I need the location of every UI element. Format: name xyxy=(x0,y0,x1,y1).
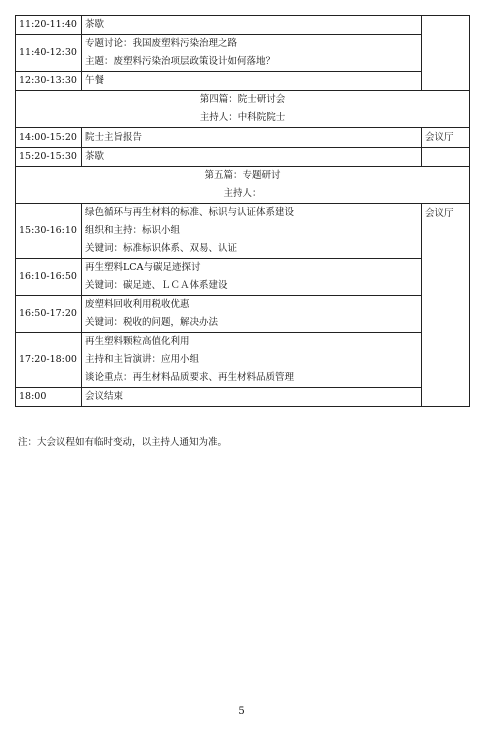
content-line: 再生塑料颗粒高值化利用 xyxy=(85,336,190,347)
table-row xyxy=(16,148,470,167)
content-line: 再生塑料LCA与碳足迹探讨 xyxy=(85,262,201,273)
venue-cell: 会议厅 xyxy=(422,204,470,407)
time-cell: 17:20-18:00 xyxy=(16,333,82,388)
content-line: 废塑料回收利用税收优惠 xyxy=(85,299,190,310)
content-cell xyxy=(82,16,422,35)
content-line: 院士主旨报告 xyxy=(85,131,143,143)
content-cell xyxy=(82,388,422,407)
venue-cell: 会议厅 xyxy=(422,128,470,148)
section-host: 主持人： xyxy=(223,188,262,199)
table-row xyxy=(16,204,470,259)
content-cell xyxy=(82,204,422,259)
content-cell xyxy=(82,259,422,296)
section-title: 第四篇：院士研讨会 xyxy=(199,94,286,105)
footnote: 注：大会议程如有临时变动，以主持人通知为准。 xyxy=(18,437,228,448)
content-line: 谈论重点：再生材料品质要求、再生材料品质管理 xyxy=(85,372,295,383)
agenda-table xyxy=(15,15,470,407)
content-line: 茶歇 xyxy=(85,19,105,30)
section-host: 主持人：中科院院士 xyxy=(199,112,286,123)
table-row xyxy=(16,259,470,296)
table-row xyxy=(16,333,470,388)
content-line: 午餐 xyxy=(85,75,105,86)
section-title: 第五篇：专题研讨 xyxy=(204,170,281,181)
content-line: 主题：废塑料污染治项层政策设计如何落地？ xyxy=(85,56,276,67)
section-header-row xyxy=(16,167,470,204)
time-cell: 15:30-16:10 xyxy=(16,204,82,259)
time-cell: 11:20-11:40 xyxy=(16,16,82,35)
table-row xyxy=(16,296,470,333)
venue-cell xyxy=(422,16,470,91)
table-row xyxy=(16,72,470,91)
content-line: 关键词：税收的问题，解决办法 xyxy=(85,317,219,328)
section-header-row xyxy=(16,91,470,128)
content-line: 茶歇 xyxy=(85,151,105,162)
content-line: 组织和主持：标识小组 xyxy=(85,225,181,236)
table-row xyxy=(16,128,470,148)
section-header-cell xyxy=(16,91,470,128)
time-cell: 12:30-13:30 xyxy=(16,72,82,91)
content-cell xyxy=(82,333,422,388)
content-line: 主持和主旨演讲：应用小组 xyxy=(85,354,200,365)
content-cell xyxy=(82,72,422,91)
content-cell xyxy=(82,148,422,167)
content-cell xyxy=(82,128,422,148)
time-cell: 15:20-15:30 xyxy=(16,148,82,167)
venue-cell xyxy=(422,148,470,167)
time-cell: 16:50-17:20 xyxy=(16,296,82,333)
content-line: 关键词：标准标识体系、双易、认证 xyxy=(85,243,238,254)
content-line: 会议结束 xyxy=(85,391,124,402)
time-cell: 11:40-12:30 xyxy=(16,35,82,72)
time-cell: 14:00-15:20 xyxy=(16,128,82,148)
content-line: 关键词：碳足迹、ＬＣＡ体系建设 xyxy=(85,280,228,291)
page-number: 5 xyxy=(238,706,245,717)
content-cell xyxy=(82,296,422,333)
table-row xyxy=(16,35,470,72)
table-row xyxy=(16,16,470,35)
content-cell xyxy=(82,35,422,72)
time-cell: 18:00 xyxy=(16,388,82,407)
time-cell: 16:10-16:50 xyxy=(16,259,82,296)
section-header-cell xyxy=(16,167,470,204)
content-line: 绿色循环与再生材料的标准、标识与认证体系建设 xyxy=(85,207,295,218)
content-line: 专题讨论：我国废塑料污染治理之路 xyxy=(85,38,238,49)
table-row xyxy=(16,388,470,407)
